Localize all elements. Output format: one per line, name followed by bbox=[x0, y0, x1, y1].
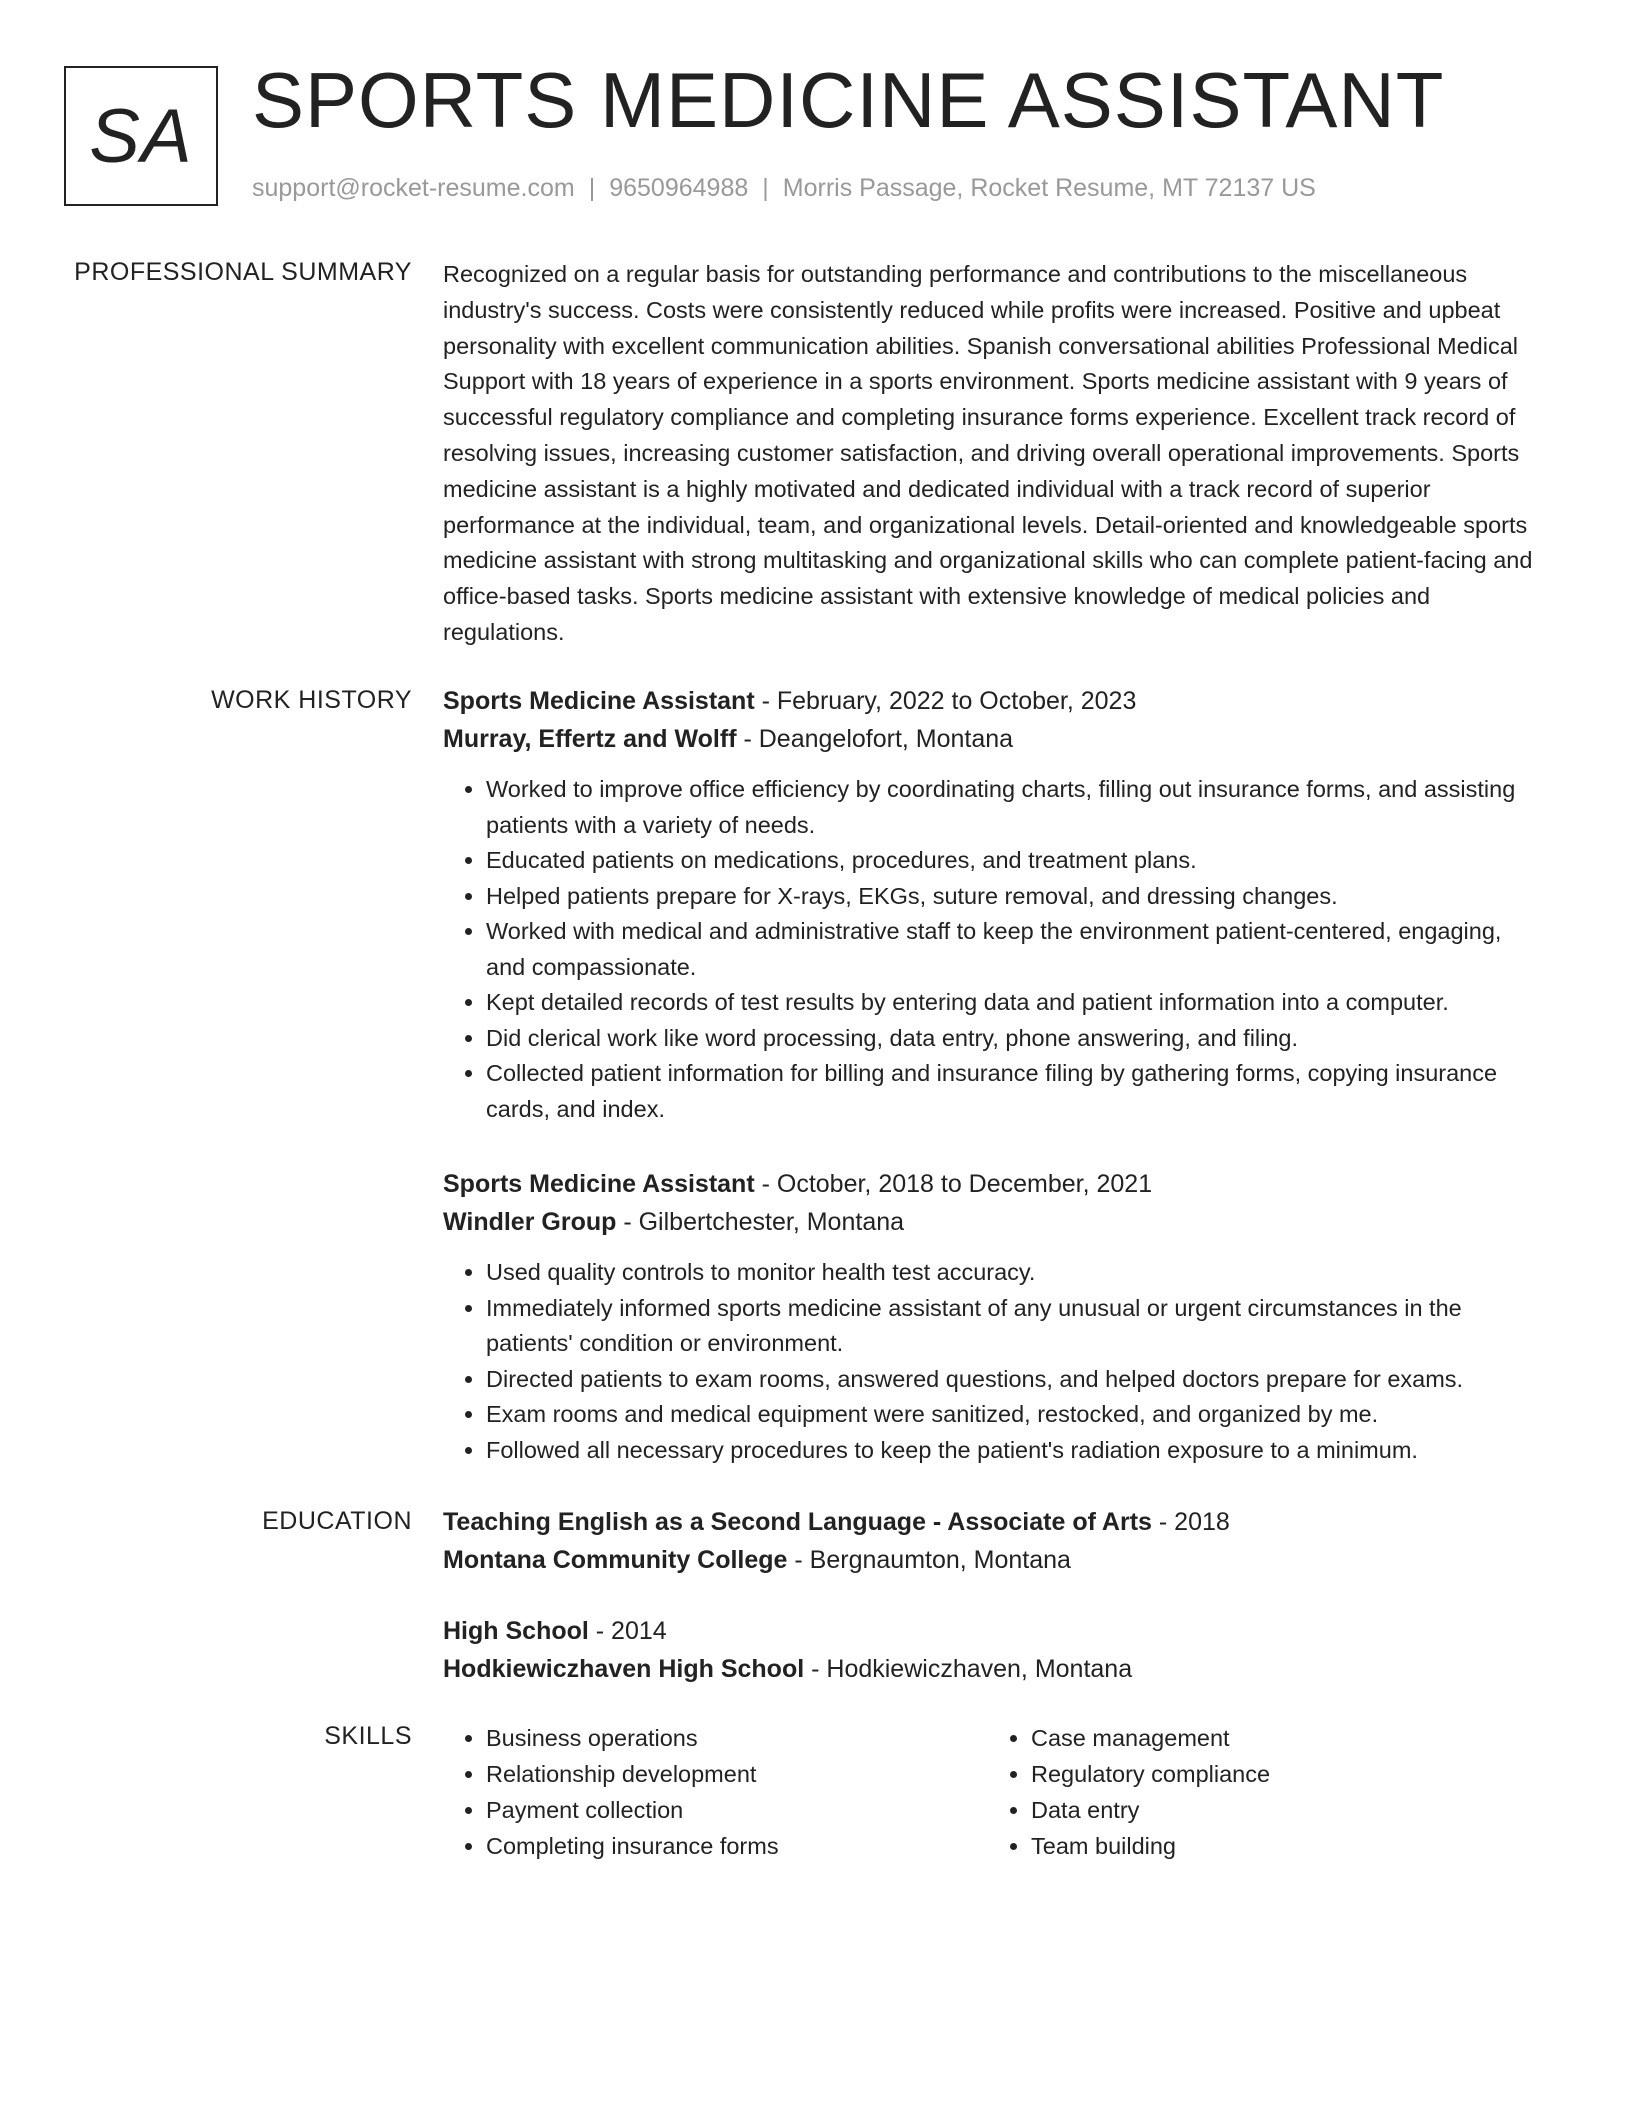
list-item: • Worked with medical and administrative staff to keep the environment patient-centered, engaging, and compassionate. bbox=[486, 914, 1533, 985]
section-title-work: WORK HISTORY bbox=[211, 686, 412, 714]
skills-list-right bbox=[988, 1720, 1531, 1864]
school-line bbox=[443, 1541, 1533, 1579]
job-title-line bbox=[443, 1165, 1533, 1203]
job-company: Windler Group bbox=[443, 1208, 617, 1236]
section-title-skills: SKILLS bbox=[324, 1722, 412, 1750]
skill-item: • Case management bbox=[1031, 1720, 1531, 1756]
job-location: - Gilbertchester, Montana bbox=[616, 1208, 905, 1236]
contact-email: support@rocket-resume.com bbox=[252, 174, 575, 202]
job-bullets bbox=[443, 772, 1533, 1127]
skill-item: • Relationship development bbox=[486, 1756, 986, 1792]
skill-item: • Business operations bbox=[486, 1720, 986, 1756]
school-name: Montana Community College bbox=[443, 1546, 788, 1574]
job-company-line bbox=[443, 1203, 1533, 1241]
list-item: • Did clerical work like word processing, data entry, phone answering, and filing. bbox=[486, 1021, 1533, 1057]
section-title-summary: PROFESSIONAL SUMMARY bbox=[74, 258, 412, 286]
school-name: Hodkiewiczhaven High School bbox=[443, 1655, 805, 1683]
list-item: • Immediately informed sports medicine assistant of any unusual or urgent circumstances in the patients' condition or environment. bbox=[486, 1291, 1533, 1362]
school-location: - Bergnaumton, Montana bbox=[787, 1546, 1071, 1574]
job-bullets bbox=[443, 1255, 1533, 1468]
education-entry bbox=[443, 1612, 1533, 1688]
job-company: Murray, Effertz and Wolff bbox=[443, 725, 737, 753]
job-title: Sports Medicine Assistant bbox=[443, 1170, 755, 1198]
job-dates: - October, 2018 to December, 2021 bbox=[754, 1170, 1153, 1198]
list-item: • Kept detailed records of test results by entering data and patient information into a computer. bbox=[486, 985, 1533, 1021]
job-entry bbox=[443, 1165, 1533, 1468]
degree-year: - 2014 bbox=[588, 1617, 667, 1645]
list-item: • Collected patient information for billing and insurance filing by gathering forms, copying insurance cards, and index. bbox=[486, 1056, 1533, 1127]
list-item: • Used quality controls to monitor health test accuracy. bbox=[486, 1255, 1533, 1291]
school-line bbox=[443, 1650, 1533, 1688]
skill-item: • Completing insurance forms bbox=[486, 1828, 986, 1864]
list-item: • Followed all necessary procedures to keep the patient's radiation exposure to a minimum. bbox=[486, 1433, 1533, 1469]
contact-separator: | bbox=[762, 174, 769, 202]
job-title-line bbox=[443, 682, 1533, 720]
list-item: • Directed patients to exam rooms, answered questions, and helped doctors prepare for exams. bbox=[486, 1362, 1533, 1398]
monogram-badge: SA bbox=[64, 66, 218, 206]
job-entry bbox=[443, 682, 1533, 1127]
summary-block bbox=[443, 257, 1533, 651]
contact-address: Morris Passage, Rocket Resume, MT 72137 US bbox=[782, 174, 1316, 202]
degree-line bbox=[443, 1612, 1533, 1650]
degree-year: - 2018 bbox=[1151, 1508, 1230, 1536]
section-title-education: EDUCATION bbox=[262, 1507, 412, 1535]
skill-item: • Data entry bbox=[1031, 1792, 1531, 1828]
contact-separator: | bbox=[588, 174, 596, 202]
page-title: SPORTS MEDICINE ASSISTANT bbox=[252, 56, 1445, 144]
job-title: Sports Medicine Assistant bbox=[443, 687, 755, 715]
list-item: • Worked to improve office efficiency by coordinating charts, filling out insurance forms, and assisting patients with a variety of needs. bbox=[486, 772, 1533, 843]
list-item: • Helped patients prepare for X-rays, EKGs, suture removal, and dressing changes. bbox=[486, 879, 1533, 915]
job-dates: - February, 2022 to October, 2023 bbox=[754, 687, 1137, 715]
skill-item: • Payment collection bbox=[486, 1792, 986, 1828]
degree-name: Teaching English as a Second Language - Associate of Arts bbox=[443, 1508, 1152, 1536]
education-entry bbox=[443, 1503, 1533, 1579]
contact-phone: 9650964988 bbox=[609, 174, 749, 202]
summary-text: Recognized on a regular basis for outstanding performance and contributions to the miscellaneous industry's success. Costs were consistently reduced while profits were increased. Positive and upbeat personality with excellent communication abilities. Spanish conversational abilities Professional Medical Support with 18 years of experience in a sports environment. Sports medicine assistant with 9 years of successful regulatory compliance and completing insurance forms experience. Excellent track record of resolving issues, increasing customer satisfaction, and driving overall operational improvements. Sports medicine assistant is a highly motivated and dedicated individual with a track record of superior performance at the individual, team, and organizational levels. Detail-oriented and knowledgeable sports medicine assistant with strong multitasking and organizational skills who can complete patient-facing and office-based tasks. Sports medicine assistant with extensive knowledge of medical policies and regulations. bbox=[443, 261, 1533, 645]
job-location: - Deangelofort, Montana bbox=[736, 725, 1014, 753]
school-location: - Hodkiewiczhaven, Montana bbox=[804, 1655, 1133, 1683]
skill-item: • Team building bbox=[1031, 1828, 1531, 1864]
skills-list-left bbox=[443, 1720, 986, 1864]
degree-name: High School bbox=[443, 1617, 589, 1645]
list-item: • Educated patients on medications, procedures, and treatment plans. bbox=[486, 843, 1533, 879]
degree-line bbox=[443, 1503, 1533, 1541]
list-item: • Exam rooms and medical equipment were sanitized, restocked, and organized by me. bbox=[486, 1397, 1533, 1433]
skill-item: • Regulatory compliance bbox=[1031, 1756, 1531, 1792]
job-company-line bbox=[443, 720, 1533, 758]
contact-line bbox=[252, 174, 1316, 203]
